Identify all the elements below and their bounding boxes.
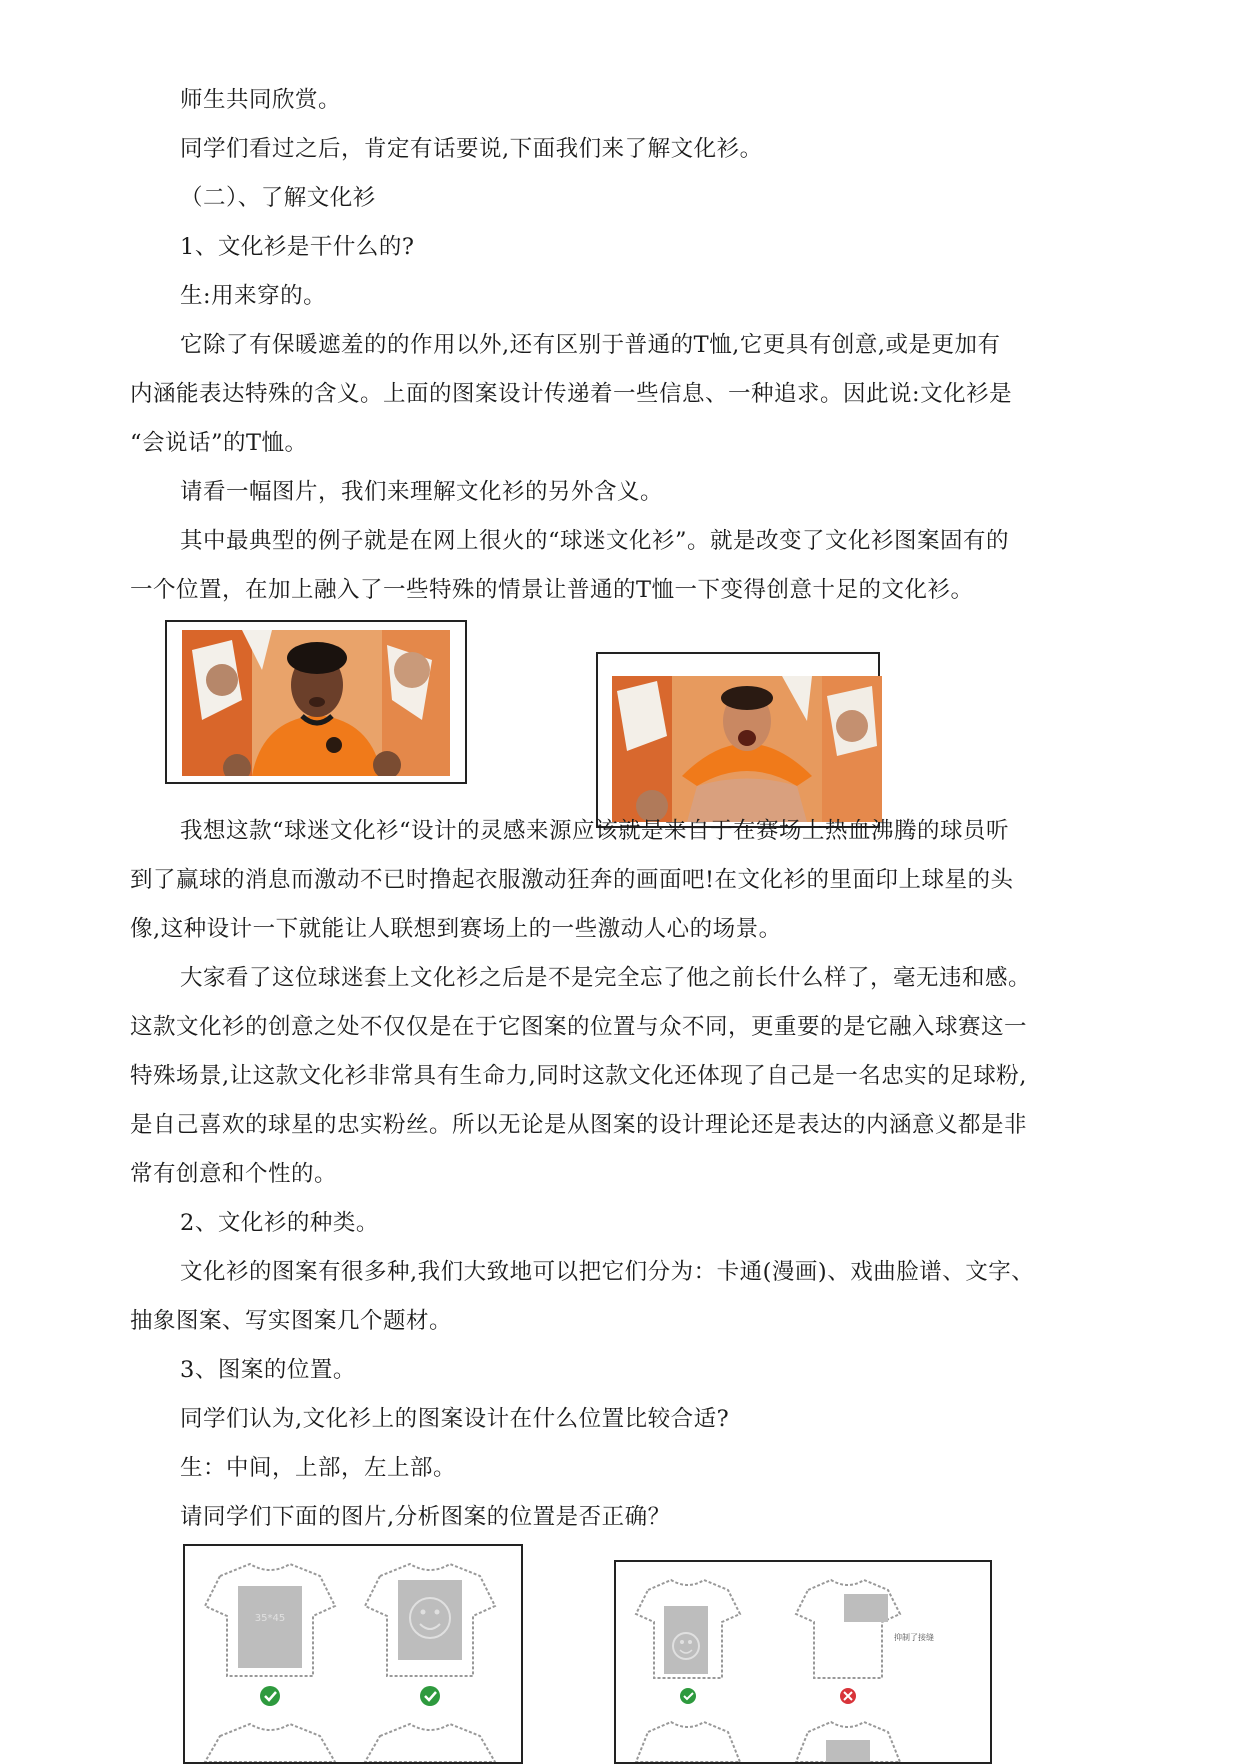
paragraph-line: 一个位置，在加上融入了一些特殊的情景让普通的T恤一下变得创意十足的文化衫。 (130, 577, 974, 603)
tshirt-icon (796, 1580, 934, 1678)
paragraph-line: 它除了有保暖遮羞的的作用以外,还有区别于普通的T恤,它更具有创意,或是更加有 (180, 332, 1001, 358)
paragraph-line: 请同学们下面的图片,分析图案的位置是否正确？ (180, 1504, 671, 1530)
paragraph-line: 内涵能表达特殊的含义。上面的图案设计传递着一些信息、一种追求。因此说:文化衫是 (130, 381, 1013, 407)
paragraph-line: 师生共同欣赏。 (180, 87, 342, 113)
answer-line: 生：中间，上部，左上部。 (180, 1455, 457, 1481)
paragraph-line: 大家看了这位球迷套上文化衫之后是不是完全忘了他之前长什么样了，毫无违和感。 (180, 965, 1032, 991)
section-heading: 2、文化衫的种类。 (180, 1210, 379, 1236)
tshirt-icon (205, 1564, 335, 1676)
tshirt-figure-right (614, 1560, 992, 1764)
section-heading: 3、图案的位置。 (180, 1357, 356, 1383)
shirt-pull-photo (612, 676, 882, 822)
check-icon (260, 1686, 280, 1706)
paragraph-line: 请看一幅图片，我们来理解文化衫的另外含义。 (180, 479, 664, 505)
paragraph-line: 同学们看过之后，肯定有话要说,下面我们来了解文化衫。 (180, 136, 763, 162)
section-heading: （二）、了解文化衫 (180, 185, 376, 211)
paragraph-line: “会说话”的T恤。 (130, 430, 308, 456)
paragraph-line: 到了赢球的消息而激动不已时撸起衣服激动狂奔的画面吧!在文化衫的里面印上球星的头 (130, 867, 1014, 893)
question-line: 1、文化衫是干什么的? (180, 234, 415, 260)
answer-line: 生:用来穿的。 (180, 283, 327, 309)
paragraph-line: 我想这款“球迷文化衫“设计的灵感来源应该就是来自于在赛场上热血沸腾的球员听 (180, 818, 1010, 844)
check-icon (680, 1688, 696, 1704)
tshirt-icon (636, 1580, 740, 1678)
check-icon (420, 1686, 440, 1706)
shirt-note-label: 抑制了接缝 (894, 1633, 934, 1642)
question-line: 同学们认为,文化衫上的图案设计在什么位置比较合适? (180, 1406, 730, 1432)
paragraph-line: 是自己喜欢的球星的忠实粉丝。所以无论是从图案的设计理论还是表达的内涵意义都是非 (130, 1112, 1028, 1138)
fan-photo (182, 630, 450, 776)
paragraph-line: 其中最典型的例子就是在网上很火的“球迷文化衫”。就是改变了文化衫图案固有的 (180, 528, 1010, 554)
tshirt-figure-left (183, 1544, 523, 1764)
paragraph-line: 像,这种设计一下就能让人联想到赛场上的一些激动人心的场景。 (130, 916, 782, 942)
tshirt-icon (365, 1564, 495, 1676)
paragraph-line: 文化衫的图案有很多种,我们大致地可以把它们分为：卡通(漫画)、戏曲脸谱、文字、 (180, 1259, 1035, 1285)
paragraph-line: 抽象图案、写实图案几个题材。 (130, 1308, 453, 1334)
paragraph-line: 特殊场景,让这款文化衫非常具有生命力,同时这款文化还体现了自己是一名忠实的足球粉, (130, 1063, 1027, 1089)
paragraph-line: 这款文化衫的创意之处不仅仅是在于它图案的位置与众不同，更重要的是它融入球赛这一 (130, 1014, 1028, 1040)
paragraph-line: 常有创意和个性的。 (130, 1161, 338, 1187)
shirt-size-label: 35*45 (254, 1613, 286, 1624)
